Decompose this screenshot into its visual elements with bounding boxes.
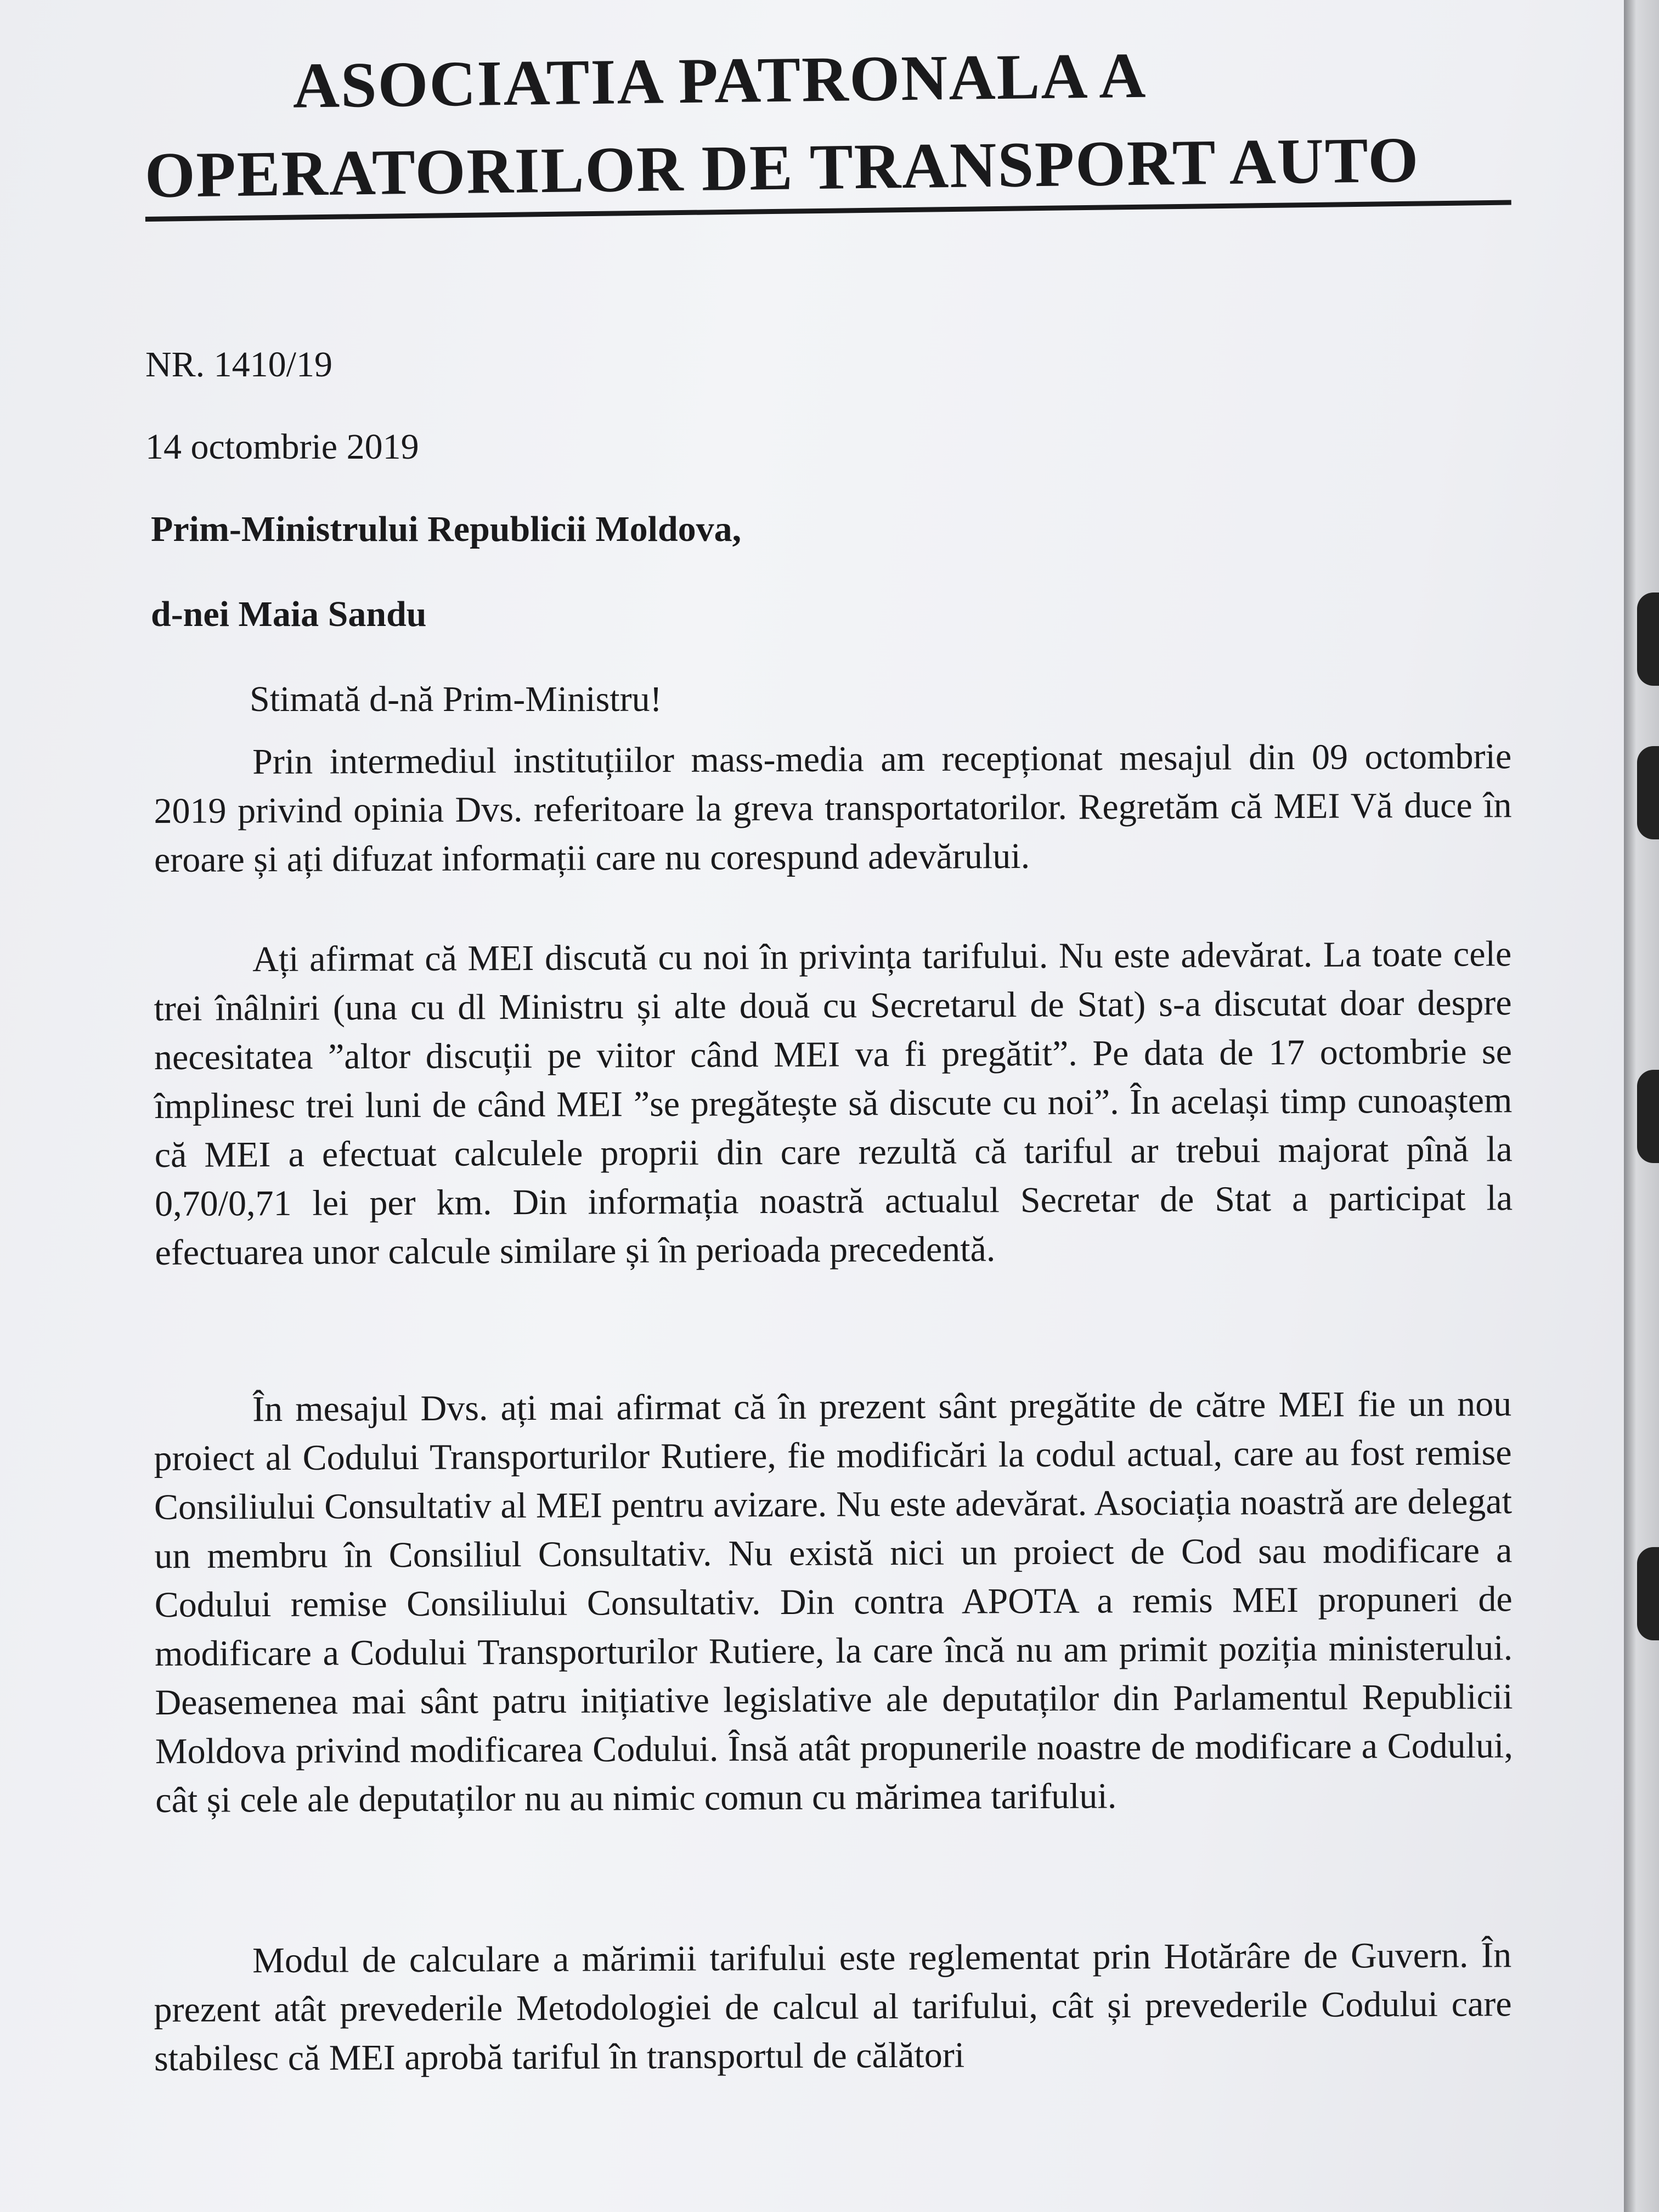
letterhead-line-1: ASOCIATIA PATRONALA A xyxy=(292,39,1147,122)
body-paragraph-1: Prin intermediul instituțiilor mass-media am recepționat mesajul din 09 octombrie 2019 privind opinia Dvs. referitoare la greva transportatorilor. Regretăm că MEI Vă duce în eroare și ați difuzat informații care nu corespund adevărului. xyxy=(154,736,1512,880)
body-paragraph-4: Modul de calculare a mărimii tarifului este reglementat prin Hotărâre de Guvern. În prezent atât prevederile Metodologiei de calcul al tarifului, cât și prevederile Codului care stabilesc că MEI aprobă tariful în transportul de călători xyxy=(154,1935,1512,2079)
salutation: Stimată d-nă Prim-Ministru! xyxy=(250,679,662,719)
recipient-line-1: Prim-Ministrului Republicii Moldova, xyxy=(151,509,742,549)
binder-ring xyxy=(1637,746,1659,839)
binder-ring xyxy=(1637,1547,1659,1640)
letter-number: NR. 1410/19 xyxy=(145,345,333,385)
body-paragraph-3: În mesajul Dvs. ați mai afirmat că în prezent sânt pregătite de către MEI fie un nou proiect al Codului Transporturilor Rutiere, fie modificări la codul actual, care au fost remise Consiliului Consultativ al MEI pentru avizare. Nu este adevărat. Asociația noastră are delegat un membru în Consiliul Consultativ. Nu există nici un proiect de Cod sau modificare a Codului remise Consiliului Consultativ. Din contra APOTA a remis MEI propuneri de modificare a Codului Transporturilor Rutiere, la care încă nu am primit poziția ministerului. Deasemenea mai sânt patru inițiative legislative ale deputaților din Parlamentul Republicii Moldova privind modificarea Codului. Însă atât propunerile noastre de modificare a Codului, cât și cele ale deputaților nu au nimic comun cu mărimea tarifului. xyxy=(154,1384,1514,1820)
letter-date: 14 octombrie 2019 xyxy=(145,427,419,467)
letterhead-line-2: OPERATORILOR DE TRANSPORT AUTO xyxy=(144,123,1420,211)
body-paragraph-2: Ați afirmat că MEI discută cu noi în privința tarifului. Nu este adevărat. La toate cele trei înâlniri (una cu dl Ministru și alte două cu Secretarul de Stat) s-a discutat doar despre necesitatea ”altor discuții pe viitor când MEI va fi pregătit”. Pe data de 17 octombrie se împlinesc trei luni de când MEI ”se pregătește să discute cu noi”. În același timp cunoaștem că MEI a efectuat calculele proprii din care rezultă că tariful ar trebui majorat pînă la 0,70/0,71 lei per km. Din informația noastră actualul Secretar de Stat a participat la efectuarea unor calcule similare și în perioada precedentă. xyxy=(154,934,1513,1273)
recipient-line-2: d-nei Maia Sandu xyxy=(151,594,427,634)
binder-ring xyxy=(1637,1070,1659,1163)
binder-ring xyxy=(1637,592,1659,686)
